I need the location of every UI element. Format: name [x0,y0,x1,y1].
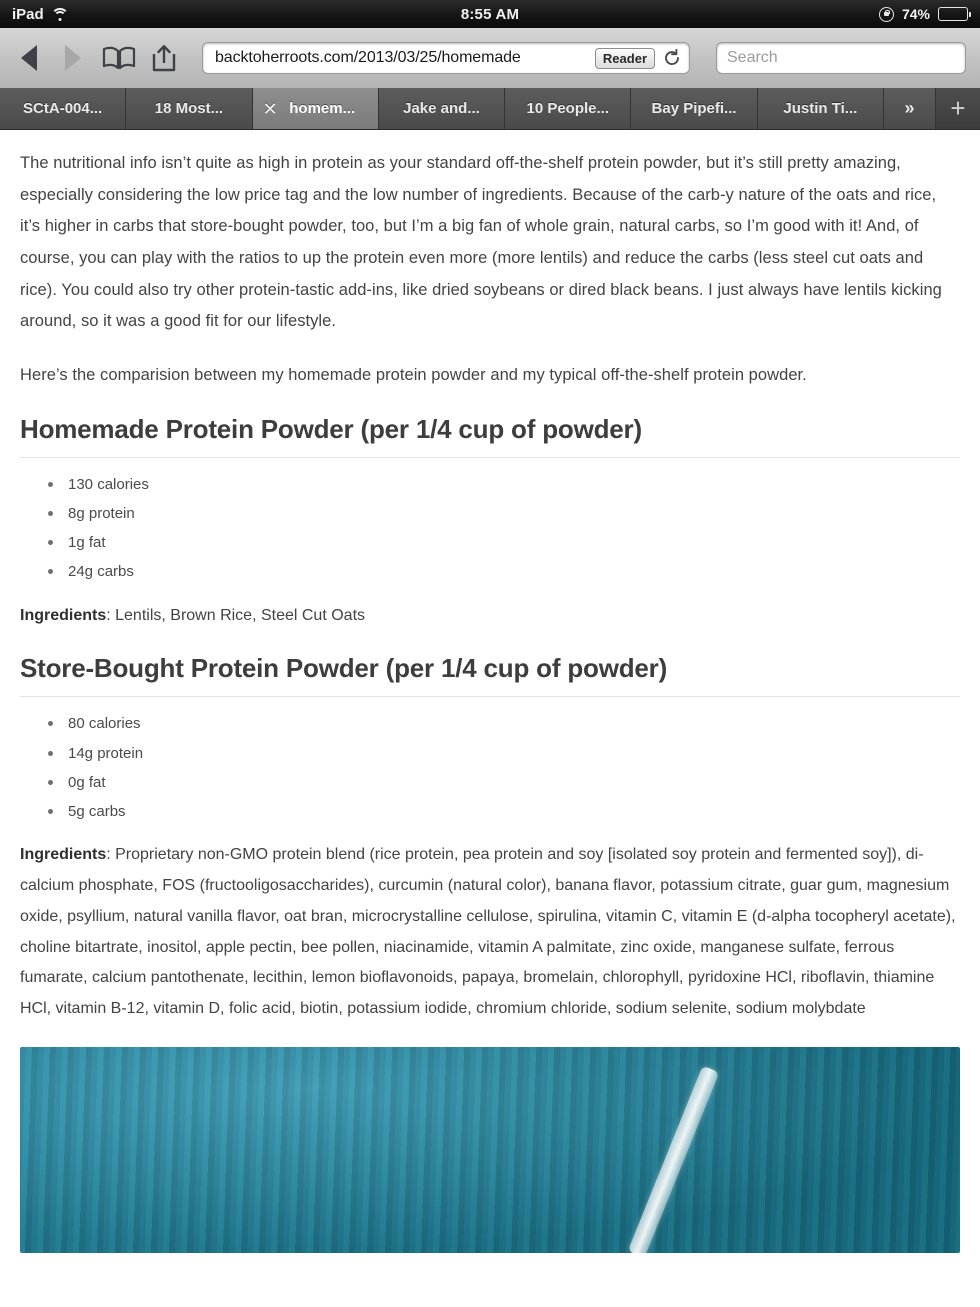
reader-button[interactable]: Reader [595,48,655,69]
browser-tab[interactable] [379,88,505,129]
browser-tab[interactable] [631,88,757,129]
tab-label: SCtA-004... [23,100,103,117]
list-item: 130 calories [48,470,960,499]
tab-label: 10 People... [526,100,610,117]
ingredients-text: : Proprietary non-GMO protein blend (rice protein, pea protein and soy [isolated soy protein and fermented soy]), di-calcium phosphate, FOS (fructooligosaccharides), curcumin (natural color), banana flavor, potassium citrate, guar gum, magnesium oxide, psyllium, natural vanilla flavor, oat bran, microcrystalline cellulose, spirulina, vitamin C, vitamin E (d-alpha tocopheryl acetate), choline bitartrate, inositol, apple pectin, bee pollen, niacinamide, vitamin A palmitate, zinc oxide, manganese sulfate, ferrous fumarate, calcium pantothenate, lecithin, lemon bioflavonoids, papaya, bromelain, chlorophyll, pyridoxine HCl, riboflavin, thiamine HCl, vitamin B-12, vitamin D, folic acid, biotin, potassium iodide, chromium chloride, sodium selenite, sodium molybdate [20,846,956,1018]
section-heading-store-bought: Store-Bought Protein Powder (per 1/4 cup of powder) [20,653,960,697]
browser-tab-active[interactable] [253,88,379,129]
list-item: 14g protein [48,739,960,768]
article-photo [20,1047,960,1253]
share-button[interactable] [150,43,178,73]
tab-bar [0,89,980,130]
address-bar[interactable] [202,42,690,74]
rotation-lock-icon [879,7,894,22]
tab-label: homem... [289,100,356,117]
list-item: 0g fat [48,768,960,797]
ingredients-label: Ingredients [20,846,107,864]
reload-icon [662,48,682,68]
list-item: 5g carbs [48,797,960,826]
article-paragraph: Here’s the comparision between my homemade protein powder and my typical off-the-shelf protein powder. [20,366,807,385]
browser-tab[interactable] [0,88,126,129]
tab-label: Bay Pipefi... [651,100,737,117]
tab-label: 18 Most... [154,100,224,117]
photo-sheen [20,1047,960,1253]
share-export-icon [150,43,178,73]
bookmarks-book-icon [102,46,136,70]
forward-arrow-icon [65,45,81,71]
nutrition-list-store-bought [20,709,960,826]
battery-percent-label: 74% [901,6,930,22]
ingredients-store-bought [20,840,960,1024]
url-input[interactable]: backtoherroots.com/2013/03/25/homemade [215,49,521,66]
reload-button[interactable] [661,47,683,69]
browser-tab[interactable] [505,88,631,129]
list-item: 1g fat [48,528,960,557]
ingredients-label: Ingredients [20,606,107,624]
back-arrow-icon [21,45,37,71]
ingredients-text: : Lentils, Brown Rice, Steel Cut Oats [106,606,366,624]
battery-icon [938,7,968,21]
list-item: 8g protein [48,499,960,528]
status-bar-clock: 8:55 AM [460,5,520,23]
search-input[interactable]: Search [727,49,778,66]
back-button[interactable] [14,43,44,73]
bookmarks-button[interactable] [102,46,136,70]
tab-overflow-button[interactable]: » [884,88,936,129]
ingredients-homemade [20,601,960,632]
list-item: 24g carbs [48,557,960,586]
wifi-icon [52,8,69,21]
new-tab-button[interactable]: + [936,88,980,129]
status-bar-right [788,6,968,22]
tab-close-icon[interactable]: ✕ [262,98,278,119]
webpage-content [0,130,980,1307]
article-paragraph: The nutritional info isn’t quite as high in protein as your standard off-the-shelf protein powder, but it’s still pretty amazing, especially considering the low price tag and the low number of ingredients. Because of the carb-y nature of the oats and rice, it’s higher in carbs that store-bought powder, too, but I’m a big fan of whole grain, natural carbs, so I’m good with it! And, of course, you can play with the ratios to up the protein even more (more lentils) and reduce the carbs (less steel cut oats and rice). You could also try other protein-tastic add-ins, like dried soybeans or dired black beans. I just always have lentils kicking around, so it was a good fit for our lifestyle. [20,154,942,331]
nutrition-list-homemade [20,470,960,587]
ios-status-bar [0,0,980,28]
device-name: iPad [12,5,44,23]
list-item: 80 calories [48,709,960,738]
forward-button[interactable] [58,43,88,73]
browser-tab[interactable] [758,88,884,129]
browser-toolbar [0,28,980,89]
section-heading-homemade: Homemade Protein Powder (per 1/4 cup of powder) [20,414,960,458]
browser-tab[interactable] [126,88,252,129]
tab-label: Justin Ti... [783,100,858,117]
tab-label: Jake and... [403,100,480,117]
search-field[interactable] [716,42,966,74]
status-bar-left [12,6,192,23]
